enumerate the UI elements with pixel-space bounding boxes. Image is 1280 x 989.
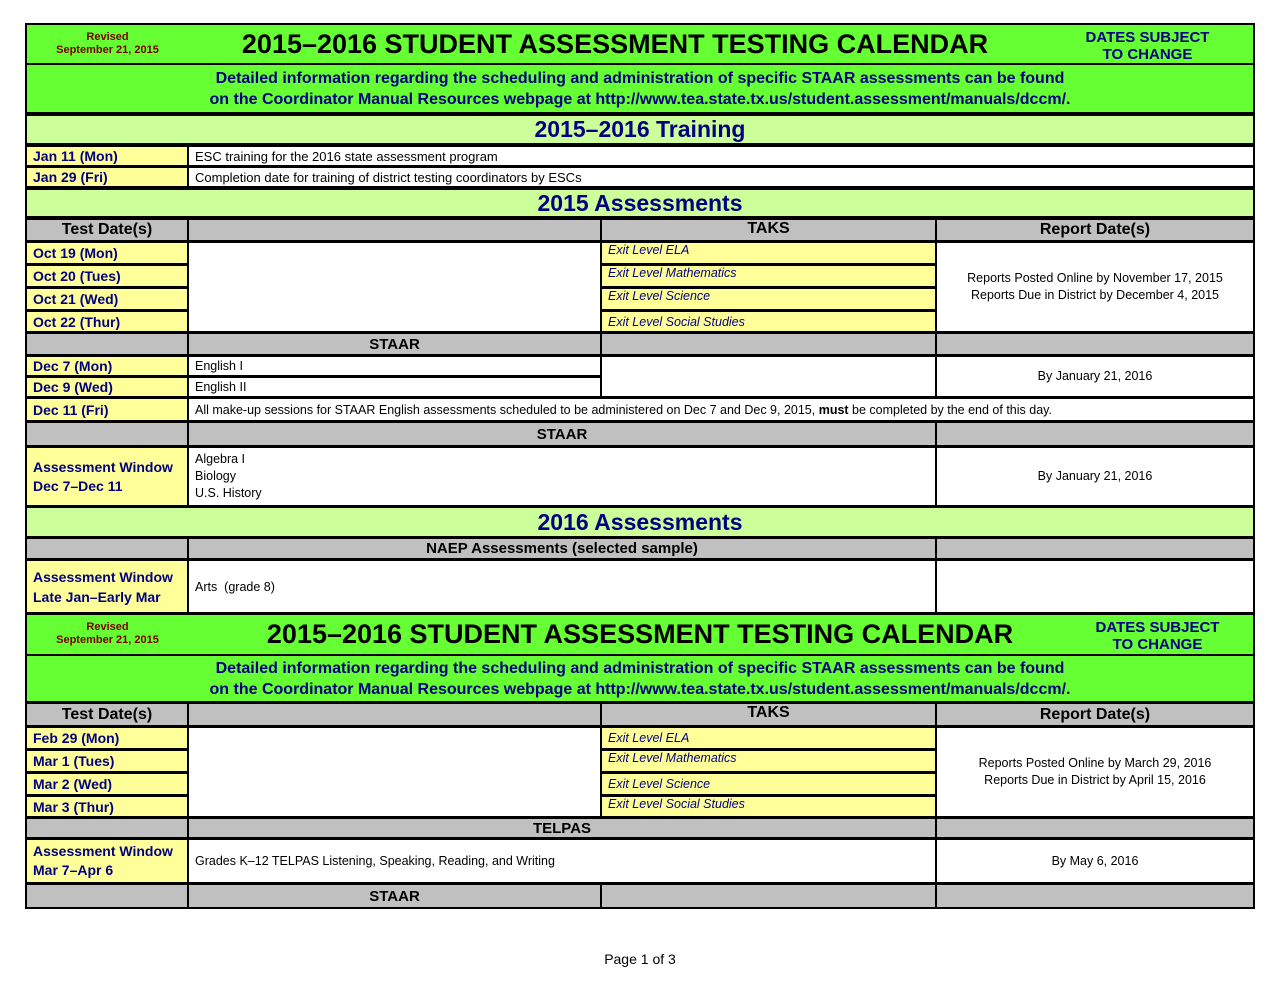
makeup-text-bold: must	[818, 402, 849, 417]
col-taks-2: TAKS	[600, 702, 937, 727]
telpas-window	[25, 838, 189, 884]
taks2-report-cell	[935, 726, 1255, 818]
makeup-text-post: be completed by the end of this day.	[848, 402, 1052, 417]
taks-date-2: Oct 20 (Tues)	[25, 264, 189, 288]
training-heading: 2015–2016 Training	[25, 114, 1255, 145]
taks2-report-line1: Reports Posted Online by March 29, 2016	[978, 756, 1212, 770]
staar3-row-mid	[600, 883, 937, 909]
staar-row-left	[25, 332, 189, 356]
telpas-window-line2: Mar 7–Apr 6	[33, 862, 114, 878]
staar3-row-left	[25, 883, 189, 909]
revised-note	[40, 31, 175, 57]
staar-test-2: English II	[187, 376, 602, 398]
naep-report	[935, 559, 1255, 614]
col-report-dates: Report Date(s)	[935, 218, 1255, 242]
naep-test: Arts (grade 8)	[187, 559, 937, 614]
page-number: Page 1 of 3	[604, 951, 676, 967]
page-title-2: 2015–2016 STUDENT ASSESSMENT TESTING CALENDAR	[266, 619, 1014, 649]
staar3-row-right	[935, 883, 1255, 909]
assessments-2016-heading: 2016 Assessments	[25, 506, 1255, 538]
naep-row-right	[935, 537, 1255, 560]
page-title: 2015–2016 STUDENT ASSESSMENT TESTING CALENDAR	[241, 28, 989, 59]
taks2-date-2: Mar 1 (Tues)	[25, 749, 189, 773]
window-line1: Assessment Window	[33, 458, 173, 475]
info-banner	[25, 63, 1255, 114]
revised-label-2: Revised	[86, 621, 129, 633]
taks-report-line1: Reports Posted Online by November 17, 2015	[967, 271, 1223, 285]
taks-date-4: Oct 22 (Thur)	[25, 310, 189, 333]
revised-date-2: September 21, 2015	[56, 634, 159, 646]
revised-note-2	[40, 621, 175, 647]
telpas-test: Grades K–12 TELPAS Listening, Speaking, Reading, and Writing	[187, 838, 937, 884]
taks-test-2: Exit Level Mathematics	[600, 264, 937, 288]
taks-report-line2: Reports Due in District by December 4, 2015	[970, 288, 1220, 302]
staar-label: STAAR	[187, 332, 602, 356]
naep-label: NAEP Assessments (selected sample)	[187, 537, 937, 560]
staar-row-right	[935, 332, 1255, 356]
taks-test-4: Exit Level Social Studies	[600, 310, 937, 333]
telpas-label: TELPAS	[187, 817, 937, 839]
taks2-report-line2: Reports Due in District by April 15, 2016	[984, 773, 1206, 787]
training-desc-2: Completion date for training of district testing coordinators by ESCs	[187, 166, 1255, 188]
staar2-row-left	[25, 421, 189, 447]
staar-blank-cell	[600, 355, 937, 398]
taks2-blank-cell	[187, 726, 602, 818]
info2-line2: on the Coordinator Manual Resources webpage at http://www.tea.state.tx.us/student.assessment/manuals/dccm/.	[209, 680, 1071, 698]
info-line2: on the Coordinator Manual Resources webpage at http://www.tea.state.tx.us/student.assessment/manuals/dccm/.	[209, 90, 1071, 108]
window-line2: Dec 7–Dec 11	[33, 477, 123, 494]
makeup-date: Dec 11 (Fri)	[25, 397, 189, 422]
taks2-date-3: Mar 2 (Wed)	[25, 772, 189, 796]
naep-window-line2: Late Jan–Early Mar	[33, 588, 161, 605]
taks2-test-4: Exit Level Social Studies	[600, 795, 937, 818]
naep-window-line1: Assessment Window	[33, 568, 173, 585]
taks-date-1: Oct 19 (Mon)	[25, 241, 189, 265]
staar-date-1: Dec 7 (Mon)	[25, 355, 189, 377]
training-date-2: Jan 29 (Fri)	[25, 166, 189, 188]
dates-subject2-line1: DATES SUBJECT	[1095, 619, 1220, 636]
telpas-row-right	[935, 817, 1255, 839]
dates-subject-line2: TO CHANGE	[1102, 46, 1193, 63]
dates-subject2-line2: TO CHANGE	[1112, 636, 1203, 653]
makeup-note	[187, 397, 1255, 422]
dates-subject-note	[1060, 29, 1235, 63]
taks2-test-2: Exit Level Mathematics	[600, 749, 937, 773]
taks-test-1: Exit Level ELA	[600, 241, 937, 265]
telpas-window-line1: Assessment Window	[33, 843, 173, 859]
staar-report: By January 21, 2016	[935, 355, 1255, 398]
window-test-1: Algebra I	[195, 452, 246, 466]
revised-label: Revised	[86, 31, 129, 43]
info-banner-2	[25, 654, 1255, 703]
taks-date-3: Oct 21 (Wed)	[25, 287, 189, 311]
col-blank-2	[187, 702, 602, 727]
makeup-text-pre: All make-up sessions for STAAR English assessments scheduled to be administered on Dec 7 and Dec 9, 2015,	[195, 402, 819, 417]
info2-line1: Detailed information regarding the scheduling and administration of specific STAAR assessments can be found	[215, 659, 1065, 677]
staar-row-mid	[600, 332, 937, 356]
taks2-date-4: Mar 3 (Thur)	[25, 795, 189, 818]
col-taks: TAKS	[600, 218, 937, 242]
taks-report-cell	[935, 241, 1255, 333]
training-date-1: Jan 11 (Mon)	[25, 145, 189, 167]
dates-subject-line1: DATES SUBJECT	[1085, 29, 1210, 46]
telpas-row-left	[25, 817, 189, 839]
staar-date-2: Dec 9 (Wed)	[25, 376, 189, 398]
revised-date: September 21, 2015	[56, 44, 159, 56]
col-blank	[187, 218, 602, 242]
window-test-3: U.S. History	[195, 486, 262, 500]
taks2-date-1: Feb 29 (Mon)	[25, 726, 189, 750]
window-dates	[25, 446, 189, 507]
window-tests	[187, 446, 937, 507]
taks2-test-1: Exit Level ELA	[600, 726, 937, 750]
staar2-label: STAAR	[187, 421, 937, 447]
col-test-dates: Test Date(s)	[25, 218, 189, 242]
window-report: By January 21, 2016	[935, 446, 1255, 507]
naep-row-left	[25, 537, 189, 560]
col-report-dates-2: Report Date(s)	[935, 702, 1255, 727]
dates-subject-note-2	[1070, 619, 1245, 653]
col-test-dates-2: Test Date(s)	[25, 702, 189, 727]
taks-blank-cell	[187, 241, 602, 333]
assessments-2015-heading: 2015 Assessments	[25, 188, 1255, 218]
telpas-report: By May 6, 2016	[935, 838, 1255, 884]
staar3-label: STAAR	[187, 883, 602, 909]
staar-test-1: English I	[187, 355, 602, 377]
training-desc-1: ESC training for the 2016 state assessment program	[187, 145, 1255, 167]
taks-test-3: Exit Level Science	[600, 287, 937, 311]
staar2-row-right	[935, 421, 1255, 447]
info-line1: Detailed information regarding the scheduling and administration of specific STAAR assessments can be found	[215, 69, 1065, 87]
naep-window	[25, 559, 189, 614]
window-test-2: Biology	[195, 469, 236, 483]
taks2-test-3: Exit Level Science	[600, 772, 937, 796]
